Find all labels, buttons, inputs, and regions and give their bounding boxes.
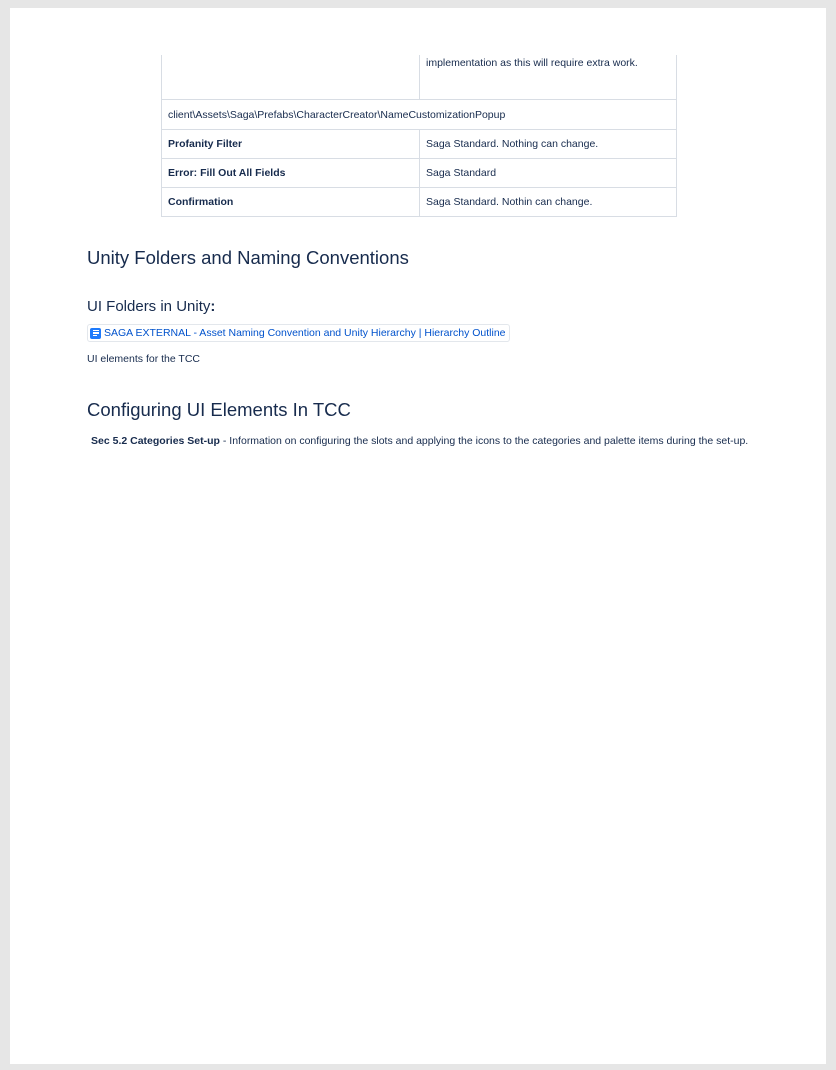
- heading-ui-folders-text: UI Folders in Unity: [87, 298, 211, 315]
- row-label-confirmation: Confirmation: [162, 188, 420, 217]
- table-cell-empty: [162, 55, 420, 100]
- document-icon: [90, 328, 101, 339]
- config-paragraph: [87, 432, 757, 451]
- table-row: [162, 55, 677, 100]
- section-reference: Sec 5.2 Categories Set-up: [91, 435, 220, 447]
- row-label-profanity-filter: Profanity Filter: [162, 130, 420, 159]
- row-value-profanity-filter: Saga Standard. Nothing can change.: [420, 130, 677, 159]
- row-label-error-fill-fields: Error: Fill Out All Fields: [162, 159, 420, 188]
- heading-colon: :: [210, 298, 216, 315]
- table-row-path: [162, 100, 677, 130]
- config-description: - Information on configuring the slots and applying the icons to the categories and palette items during the set-up.: [219, 435, 749, 447]
- table-row: [162, 188, 677, 217]
- prefab-path-cell: client\Assets\Saga\Prefabs\CharacterCreator\NameCustomizationPopup: [162, 100, 677, 130]
- link-label[interactable]: SAGA EXTERNAL - Asset Naming Convention and Unity Hierarchy | Hierarchy Outline: [104, 327, 506, 339]
- row-value-error-fill-fields: Saga Standard: [420, 159, 677, 188]
- heading-unity-folders: Unity Folders and Naming Conventions: [87, 247, 409, 268]
- ui-elements-table: [161, 55, 677, 217]
- asset-naming-convention-link[interactable]: [87, 324, 510, 342]
- row-value-confirmation: Saga Standard. Nothin can change.: [420, 188, 677, 217]
- heading-configuring-ui: Configuring UI Elements In TCC: [87, 399, 351, 420]
- table-row: [162, 130, 677, 159]
- table-row: [162, 159, 677, 188]
- ui-elements-note: UI elements for the TCC: [87, 353, 201, 365]
- table-cell-description: implementation as this will require extra work.: [420, 55, 677, 100]
- heading-ui-folders: [87, 299, 215, 314]
- document-page: [10, 8, 826, 1064]
